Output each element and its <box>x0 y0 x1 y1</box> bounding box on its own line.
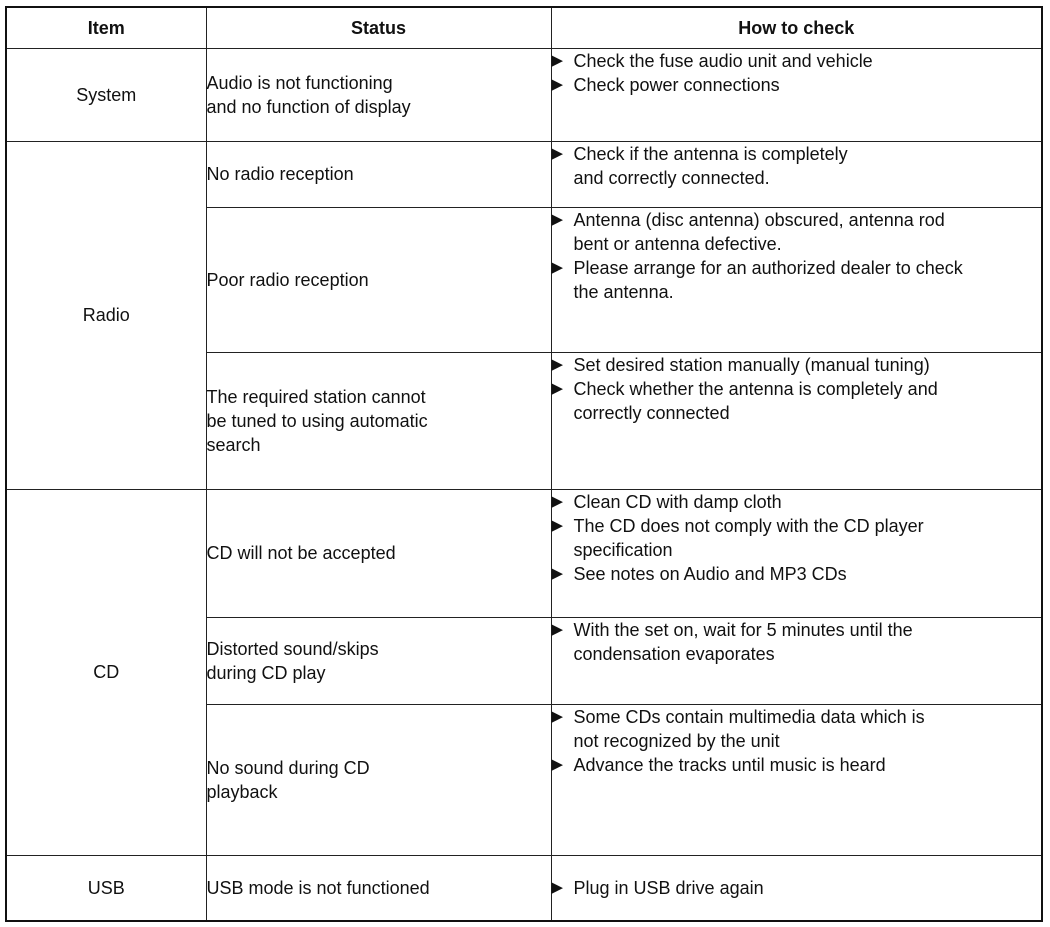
play-triangle-icon: ▶ <box>551 492 564 510</box>
play-triangle-icon: ▶ <box>551 707 564 725</box>
header-how-to-check: How to check <box>551 7 1042 48</box>
check-cell <box>551 207 1042 352</box>
check-cell <box>551 704 1042 855</box>
play-triangle-icon: ▶ <box>551 620 564 638</box>
play-triangle-icon: ▶ <box>551 516 564 534</box>
check-list-item: ▶ Advance the tracks until music is heard <box>551 754 886 775</box>
troubleshooting-page <box>5 6 1043 920</box>
status-cell: The required station cannot be tuned to using automatic search <box>206 386 428 455</box>
troubleshooting-table <box>5 6 1043 922</box>
check-list-item: ▶ Check the fuse audio unit and vehicle <box>551 50 873 71</box>
table-row <box>6 48 1042 141</box>
check-cell <box>551 855 1042 921</box>
table-row <box>6 141 1042 207</box>
play-triangle-icon: ▶ <box>551 51 564 69</box>
status-cell: CD will not be accepted <box>206 543 396 563</box>
check-list-item: ▶ See notes on Audio and MP3 CDs <box>551 563 847 584</box>
play-triangle-icon: ▶ <box>551 258 564 276</box>
check-cell <box>551 617 1042 704</box>
play-triangle-icon: ▶ <box>551 564 564 582</box>
play-triangle-icon: ▶ <box>551 144 564 162</box>
header-row <box>6 7 1042 48</box>
play-triangle-icon: ▶ <box>551 75 564 93</box>
check-list-item: ▶ With the set on, wait for 5 minutes until the condensation evaporates <box>551 619 913 664</box>
table-row <box>6 489 1042 617</box>
check-cell <box>551 48 1042 141</box>
item-cell-radio: Radio <box>6 141 206 489</box>
check-list-item: ▶ Set desired station manually (manual tuning) <box>551 354 930 375</box>
status-cell: No sound during CD playback <box>206 757 370 802</box>
check-list-item: ▶ Check power connections <box>551 74 780 95</box>
check-list-item: ▶ Clean CD with damp cloth <box>551 491 782 512</box>
item-cell-system: System <box>6 48 206 141</box>
header-status: Status <box>206 7 551 48</box>
item-cell-usb: USB <box>6 855 206 921</box>
check-list-item: ▶ Check if the antenna is completely and correctly connected. <box>551 143 848 188</box>
status-cell: Audio is not functioning and no function of display <box>206 72 411 117</box>
check-list-item: ▶ Some CDs contain multimedia data which is not recognized by the unit <box>551 706 925 751</box>
status-cell: USB mode is not functioned <box>206 877 430 898</box>
check-list-item: ▶ Please arrange for an authorized dealer to check the antenna. <box>551 257 963 302</box>
play-triangle-icon: ▶ <box>551 379 564 397</box>
play-triangle-icon: ▶ <box>551 355 564 373</box>
check-list-item: ▶ Check whether the antenna is completely and correctly connected <box>551 378 938 423</box>
table-row <box>6 855 1042 921</box>
header-item: Item <box>6 7 206 48</box>
play-triangle-icon: ▶ <box>551 878 564 896</box>
check-cell <box>551 141 1042 207</box>
check-list-item: ▶ Antenna (disc antenna) obscured, antenna rod bent or antenna defective. <box>551 209 945 254</box>
status-cell: No radio reception <box>206 164 354 184</box>
play-triangle-icon: ▶ <box>551 755 564 773</box>
item-cell-cd: CD <box>6 489 206 855</box>
status-cell: Poor radio reception <box>206 269 369 290</box>
play-triangle-icon: ▶ <box>551 210 564 228</box>
check-cell <box>551 352 1042 489</box>
check-list-item: ▶ Plug in USB drive again <box>551 877 764 898</box>
status-cell: Distorted sound/skips during CD play <box>206 638 379 683</box>
check-cell <box>551 489 1042 617</box>
check-list-item: ▶ The CD does not comply with the CD player specification <box>551 515 924 560</box>
